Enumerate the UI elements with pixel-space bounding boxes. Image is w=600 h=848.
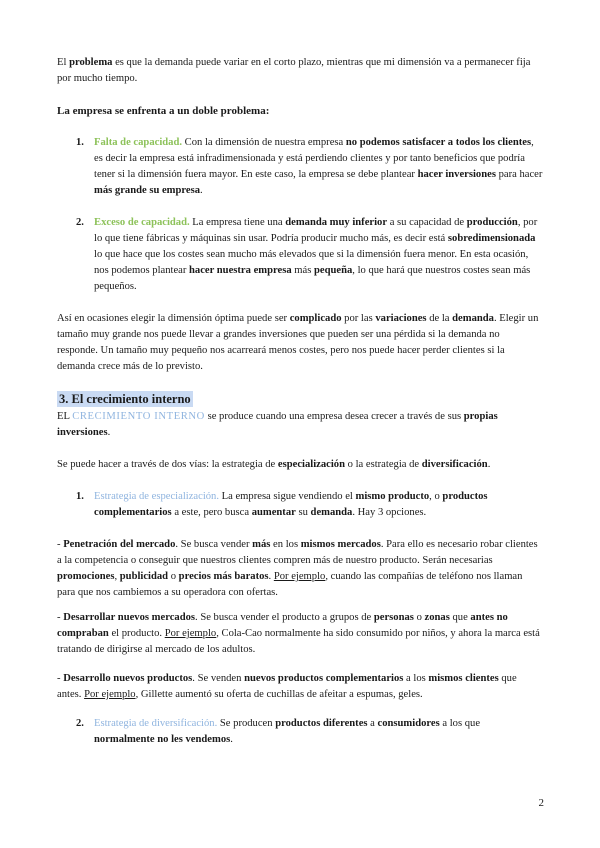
strategy-item-1: 1. Estrategia de especialización. La empresa sigue vendiendo el mismo producto, o productos complementarios a este, pero busca aumentar su demanda. Hay 3 opciones. <box>76 491 488 518</box>
list-number: 1. <box>76 491 84 502</box>
list-number: 1. <box>76 137 84 148</box>
conclusion-paragraph: Así en ocasiones elegir la dimensión óptima puede ser complicado por las variaciones de la demanda. Elegir un tamaño muy grande nos puede llevar a grandes inversiones que pueden ser una pérdida si la demanda no responde. Un tamaño muy pequeño nos acarreará menos costes, pero nos puede hacer perder clientes si la demanda crece más de lo previsto. <box>57 313 539 372</box>
option-new-markets: - Desarrollar nuevos mercados. Se busca vender el producto a grupos de personas o zonas que antes no compraban el producto. Por ejemplo, Cola-Cao normalmente ha sido consumido por niños, y ahora la marca está tratando de dirigirse al mercado de los adultos. <box>57 612 540 655</box>
option-new-products: - Desarrollo nuevos productos. Se venden nuevos productos complementarios a los mismos clientes que antes. Por ejemplo, Gillette aumentó su oferta de cuchillas de afeitar a espumas, geles. <box>57 673 517 700</box>
intro-paragraph: El problema es que la demanda puede variar en el corto plazo, mientras que mi dimensión va a permanecer fija por mucho tiempo. <box>57 57 531 84</box>
page-number: 2 <box>538 797 544 809</box>
list-number: 2. <box>76 718 84 729</box>
ways-paragraph: Se puede hacer a través de dos vías: la estrategia de especialización o la estrategia de diversificación. <box>57 459 491 470</box>
section-title: 3. El crecimiento interno <box>59 392 191 406</box>
list-number: 2. <box>76 217 84 228</box>
document-page <box>57 55 543 748</box>
option-penetration: - Penetración del mercado. Se busca vender más en los mismos mercados. Para ello es necesario robar clientes a la competencia o conseguir que nuestros clientes compren más de nuestro producto. Serán necesarias promociones, publicidad o precios más baratos. Por ejemplo, cuando las compañías de teléfono nos llaman para que nos cambiemos a su operadora con ofertas. <box>57 539 538 598</box>
problem-item-1: 1. Falta de capacidad. Con la dimensión de nuestra empresa no podemos satisfacer a todos los clientes, es decir la empresa está infradimensionada y está perdiendo clientes y por tanto beneficios que podría tener si la dimensión fuera mayor. En este caso, la empresa se debe plantear hacer inversiones para hacer más grande su empresa. <box>76 137 543 196</box>
section-intro: EL CRECIMIENTO INTERNO se produce cuando una empresa desea crecer a través de sus propias inversiones. <box>57 411 498 438</box>
problem-item-2: 2. Exceso de capacidad. La empresa tiene una demanda muy inferior a su capacidad de producción, por lo que tiene fábricas y máquinas sin usar. Podría producir mucho más, es decir está sobredimensionada lo que hace que los costes sean mucho más elevados que si la dimensión fuera menor. En esta ocasión, nos podemos plantear hacer nuestra empresa más pequeña, lo que hará que nuestros costes sean más pequeños. <box>76 217 538 292</box>
strategy-item-2: 2. Estrategia de diversificación. Se producen productos diferentes a consumidores a los que normalmente no les vendemos. <box>76 718 481 745</box>
double-problem-heading: La empresa se enfrenta a un doble problema: <box>57 105 270 117</box>
